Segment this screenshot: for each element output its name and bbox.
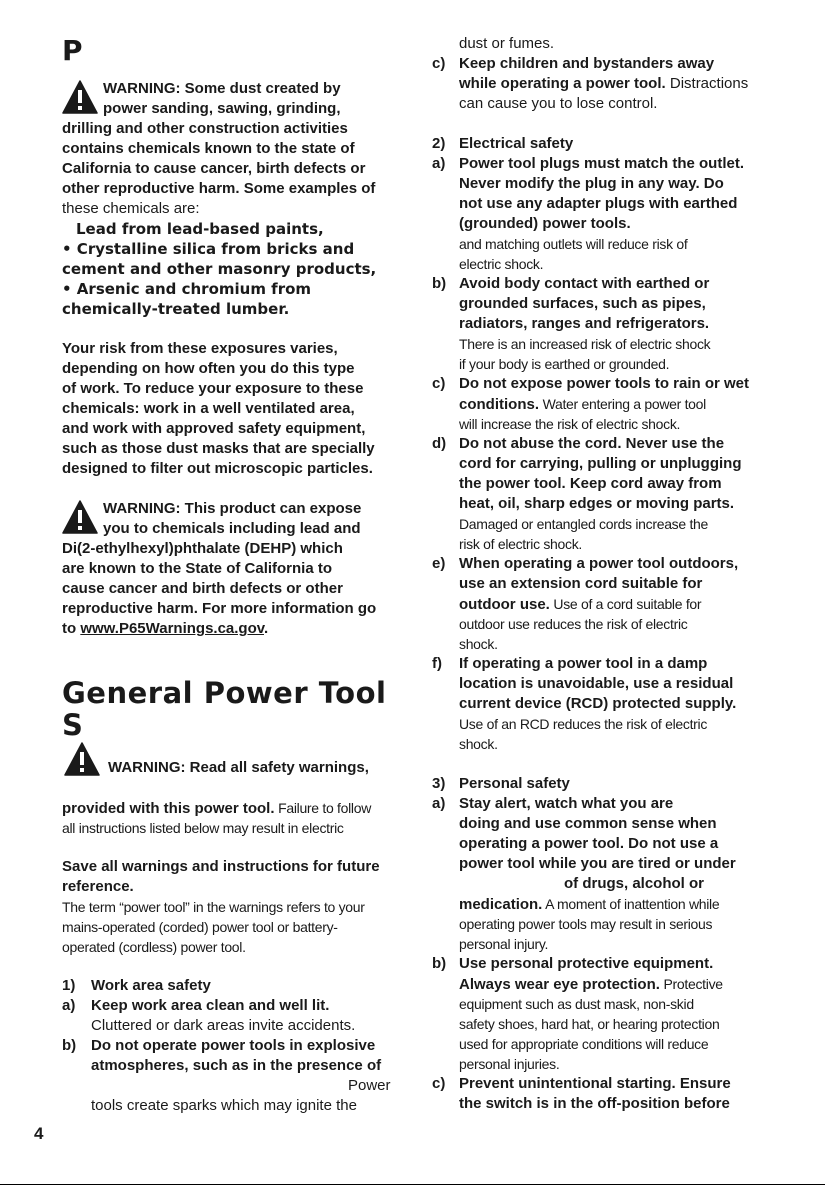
- chemical-item: cement and other masonry products,: [62, 260, 377, 278]
- item-bold: Keep children and bystanders away: [459, 55, 715, 72]
- warning-1-line: WARNING: Some dust created by: [103, 80, 341, 97]
- general-power-tool-title: General Power Tool: [62, 676, 387, 710]
- item-text: tools create sparks which may ignite the: [91, 1097, 357, 1114]
- item-text: if your body is earthed or grounded.: [459, 356, 670, 372]
- section-number: 3): [432, 775, 446, 792]
- item-bold: Stay alert, watch what you are: [459, 795, 674, 812]
- item-text: personal injuries.: [459, 1056, 560, 1072]
- item-bold: grounded surfaces, such as pipes,: [459, 295, 706, 312]
- chemical-item: Lead from lead-based paints,: [76, 220, 324, 238]
- warning-triangle-icon: [64, 742, 100, 776]
- item-bold: Prevent unintentional starting. Ensure: [459, 1075, 731, 1092]
- risk-paragraph: and work with approved safety equipment,: [62, 420, 366, 437]
- item-text: operating power tools may result in serious: [459, 916, 713, 932]
- warning-3-line: WARNING: Read all safety warnings,: [108, 759, 369, 776]
- item-bold: not use any adapter plugs with earthed: [459, 195, 738, 212]
- item-text: shock.: [459, 636, 498, 652]
- risk-paragraph: Your risk from these exposures varies,: [62, 340, 338, 357]
- item-text: used for appropriate conditions will reduce: [459, 1036, 709, 1052]
- item-bold: the power tool. Keep cord away from: [459, 475, 722, 492]
- item-bold: doing and use common sense when: [459, 815, 717, 832]
- item-bold: Keep work area clean and well lit.: [91, 997, 330, 1014]
- warning-1-body: other reproductive harm. Some examples of: [62, 180, 376, 197]
- item-bold: Avoid body contact with earthed or: [459, 275, 710, 292]
- item-label: a): [432, 155, 446, 172]
- item-label: b): [432, 275, 447, 292]
- save-instructions: reference.: [62, 878, 134, 895]
- item-bold: current device (RCD) protected supply.: [459, 695, 737, 712]
- chemical-item: • Arsenic and chromium from: [62, 280, 312, 298]
- item-text: shock.: [459, 736, 498, 752]
- warning-2-body: cause cancer and birth defects or other: [62, 580, 343, 597]
- item-text: Use of a cord suitable for: [549, 596, 702, 612]
- section-heading-p: P: [62, 34, 84, 67]
- item-bold: Do not expose power tools to rain or wet: [459, 375, 750, 392]
- warning-2-link-line: [62, 619, 268, 639]
- warning-triangle-icon: [62, 80, 98, 114]
- item-text: Water entering a power tool: [539, 396, 706, 412]
- item-label: c): [432, 55, 446, 72]
- item-bold: Use personal protective equipment.: [459, 955, 714, 972]
- chemical-item: • Crystalline silica from bricks and: [62, 240, 355, 258]
- item-text: safety shoes, hard hat, or hearing protection: [459, 1016, 720, 1032]
- link-prefix: to: [62, 620, 81, 637]
- item-bold: use an extension cord suitable for: [459, 575, 703, 592]
- warning-1-body: drilling and other construction activities: [62, 120, 348, 137]
- item-mixed: [459, 974, 723, 995]
- item-text: electric shock.: [459, 256, 544, 272]
- page-number: 4: [34, 1124, 44, 1143]
- item-bold: Do not abuse the cord. Never use the: [459, 435, 725, 452]
- item-label: c): [432, 1075, 446, 1092]
- item-text: equipment such as dust mask, non-skid: [459, 996, 694, 1012]
- risk-paragraph: chemicals: work in a well ventilated area,: [62, 400, 355, 417]
- item-text: outdoor use reduces the risk of electric: [459, 616, 688, 632]
- item-bold: When operating a power tool outdoors,: [459, 555, 739, 572]
- warning-3-body: all instructions listed below may result in electric: [62, 820, 344, 836]
- item-bold: location is unavoidable, use a residual: [459, 675, 734, 692]
- warning-1-body: California to cause cancer, birth defects or: [62, 160, 366, 177]
- item-bold: conditions.: [459, 396, 539, 413]
- risk-paragraph: depending on how often you do this type: [62, 360, 355, 377]
- item-label: b): [62, 1037, 77, 1054]
- warning-3-bold: provided with this power tool.: [62, 800, 275, 817]
- item-bold: heat, oil, sharp edges or moving parts.: [459, 495, 735, 512]
- item-mixed: [459, 894, 719, 915]
- risk-paragraph: of work. To reduce your exposure to these: [62, 380, 364, 397]
- item-label: d): [432, 435, 447, 452]
- item-bold: Power tool plugs must match the outlet.: [459, 155, 745, 172]
- item-mixed: [459, 74, 748, 94]
- section-number: 2): [432, 135, 446, 152]
- section-number: 1): [62, 977, 76, 994]
- warning-2-line: WARNING: This product can expose: [103, 500, 362, 517]
- warning-triangle-icon: [62, 500, 98, 534]
- item-bold: while operating a power tool.: [459, 75, 666, 92]
- chemical-item: chemically-treated lumber.: [62, 300, 290, 318]
- item-text: personal injury.: [459, 936, 549, 952]
- item-bold: the switch is in the off-position before: [459, 1095, 730, 1112]
- item-text: dust or fumes.: [459, 35, 555, 52]
- item-text: There is an increased risk of electric shock: [459, 336, 711, 352]
- item-text: Protective: [659, 976, 723, 992]
- item-label: b): [432, 955, 447, 972]
- item-bold: power tool while you are tired or under: [459, 855, 736, 872]
- general-power-tool-title-cont: S: [62, 708, 84, 742]
- item-label: f): [432, 655, 442, 672]
- warning-1-body: contains chemicals known to the state of: [62, 140, 355, 157]
- item-text: will increase the risk of electric shock.: [459, 416, 681, 432]
- warning-2-body: reproductive harm. For more information go: [62, 600, 377, 617]
- item-label: e): [432, 555, 446, 572]
- warning-1-line: power sanding, sawing, grinding,: [103, 100, 341, 117]
- term-definition: The term “power tool” in the warnings refers to your: [62, 899, 365, 915]
- item-label: a): [62, 997, 76, 1014]
- item-text: Distractions: [665, 75, 749, 92]
- item-bold: outdoor use.: [459, 596, 550, 613]
- item-bold: Never modify the plug in any way. Do: [459, 175, 724, 192]
- item-mixed: [459, 594, 701, 615]
- link-suffix: .: [263, 620, 269, 637]
- term-definition: mains-operated (corded) power tool or battery-: [62, 919, 338, 935]
- item-text: A moment of inattention while: [542, 896, 720, 912]
- item-bold: operating a power tool. Do not use a: [459, 835, 719, 852]
- item-label: c): [432, 375, 446, 392]
- item-bold: (grounded) power tools.: [459, 215, 631, 232]
- item-text: Use of an RCD reduces the risk of electric: [459, 716, 708, 732]
- bottom-rule: [0, 1184, 825, 1185]
- item-bold: atmospheres, such as in the presence of: [91, 1057, 382, 1074]
- risk-paragraph: such as those dust masks that are specially: [62, 440, 375, 457]
- warning-2-body: are known to the State of California to: [62, 560, 333, 577]
- warning-3-body: [62, 798, 371, 819]
- item-text: Damaged or entangled cords increase the: [459, 516, 709, 532]
- item-text: Power: [348, 1077, 391, 1094]
- item-bold: cord for carrying, pulling or unplugging: [459, 455, 742, 472]
- item-text: Cluttered or dark areas invite accidents.: [91, 1017, 356, 1034]
- item-bold: medication.: [459, 896, 543, 913]
- item-text: and matching outlets will reduce risk of: [459, 236, 688, 252]
- warning-3-text: Failure to follow: [274, 800, 372, 816]
- section-title-electrical: Electrical safety: [459, 135, 574, 152]
- item-bold: of drugs, alcohol or: [564, 875, 705, 892]
- section-title-personal: Personal safety: [459, 775, 570, 792]
- item-bold: If operating a power tool in a damp: [459, 655, 708, 672]
- item-mixed: [459, 394, 706, 415]
- item-text: risk of electric shock.: [459, 536, 583, 552]
- section-title-work-area: Work area safety: [91, 977, 211, 994]
- item-bold: radiators, ranges and refrigerators.: [459, 315, 710, 332]
- warning-2-line: you to chemicals including lead and: [103, 520, 361, 537]
- risk-paragraph: designed to filter out microscopic particles.: [62, 460, 373, 477]
- save-instructions: Save all warnings and instructions for future: [62, 858, 380, 875]
- p65-warnings-link[interactable]: www.P65Warnings.ca.gov: [80, 620, 264, 637]
- item-text: can cause you to lose control.: [459, 95, 658, 112]
- warning-1-body: these chemicals are:: [62, 200, 200, 217]
- item-bold: Always wear eye protection.: [459, 976, 660, 993]
- warning-2-body: Di(2-ethylhexyl)phthalate (DEHP) which: [62, 540, 343, 557]
- term-definition: operated (cordless) power tool.: [62, 939, 246, 955]
- item-label: a): [432, 795, 446, 812]
- item-bold: Do not operate power tools in explosive: [91, 1037, 376, 1054]
